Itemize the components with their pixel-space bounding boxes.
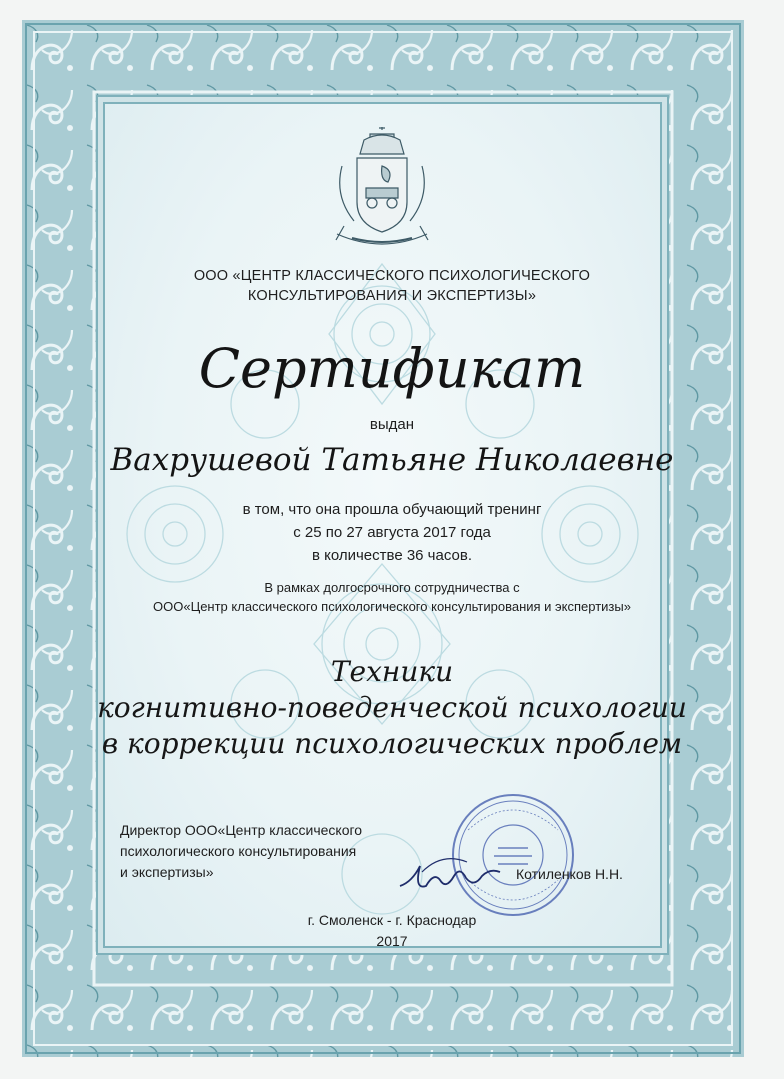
detail-line: с 25 по 27 августа 2017 года (293, 524, 491, 541)
course-line: Техники (330, 655, 454, 688)
footer-cities: г. Смоленск - г. Краснодар (307, 912, 477, 928)
director-title (120, 820, 362, 883)
organization-line: КОНСУЛЬТИРОВАНИЯ И ЭКСПЕРТИЗЫ» (247, 288, 537, 304)
recipient-name: Вахрушевой Татьяне Николаевне (110, 442, 674, 478)
director-line: психологического консультирования (120, 843, 357, 859)
certificate-title: Сертификат (198, 337, 586, 400)
course-line: когнитивно-поведенческой психологии (97, 691, 687, 724)
organization-line: ООО «ЦЕНТР КЛАССИЧЕСКОГО ПСИХОЛОГИЧЕСКОГО (193, 268, 591, 284)
cooperation-line: В рамках долгосрочного сотрудничества с (264, 580, 520, 595)
detail-line: в количестве 36 часов. (311, 547, 472, 564)
issued-label: выдан (369, 416, 415, 433)
cooperation-line: ООО«Центр классического психологического консультирования и экспертизы» (153, 599, 631, 614)
training-details (0, 498, 784, 567)
director-line: и экспертизы» (120, 864, 214, 880)
director-line: Директор ООО«Центр классического (120, 822, 363, 838)
organization-name (0, 266, 784, 306)
signer-name: Котиленков Н.Н. (516, 866, 623, 882)
footer-year: 2017 (376, 933, 408, 949)
footer-location (0, 910, 784, 952)
cooperation-note (0, 578, 784, 616)
course-title (0, 654, 784, 762)
detail-line: в том, что она прошла обучающий тренинг (242, 501, 542, 518)
course-line: в коррекции психологических проблем (101, 727, 683, 760)
handwritten-signature (392, 842, 512, 902)
